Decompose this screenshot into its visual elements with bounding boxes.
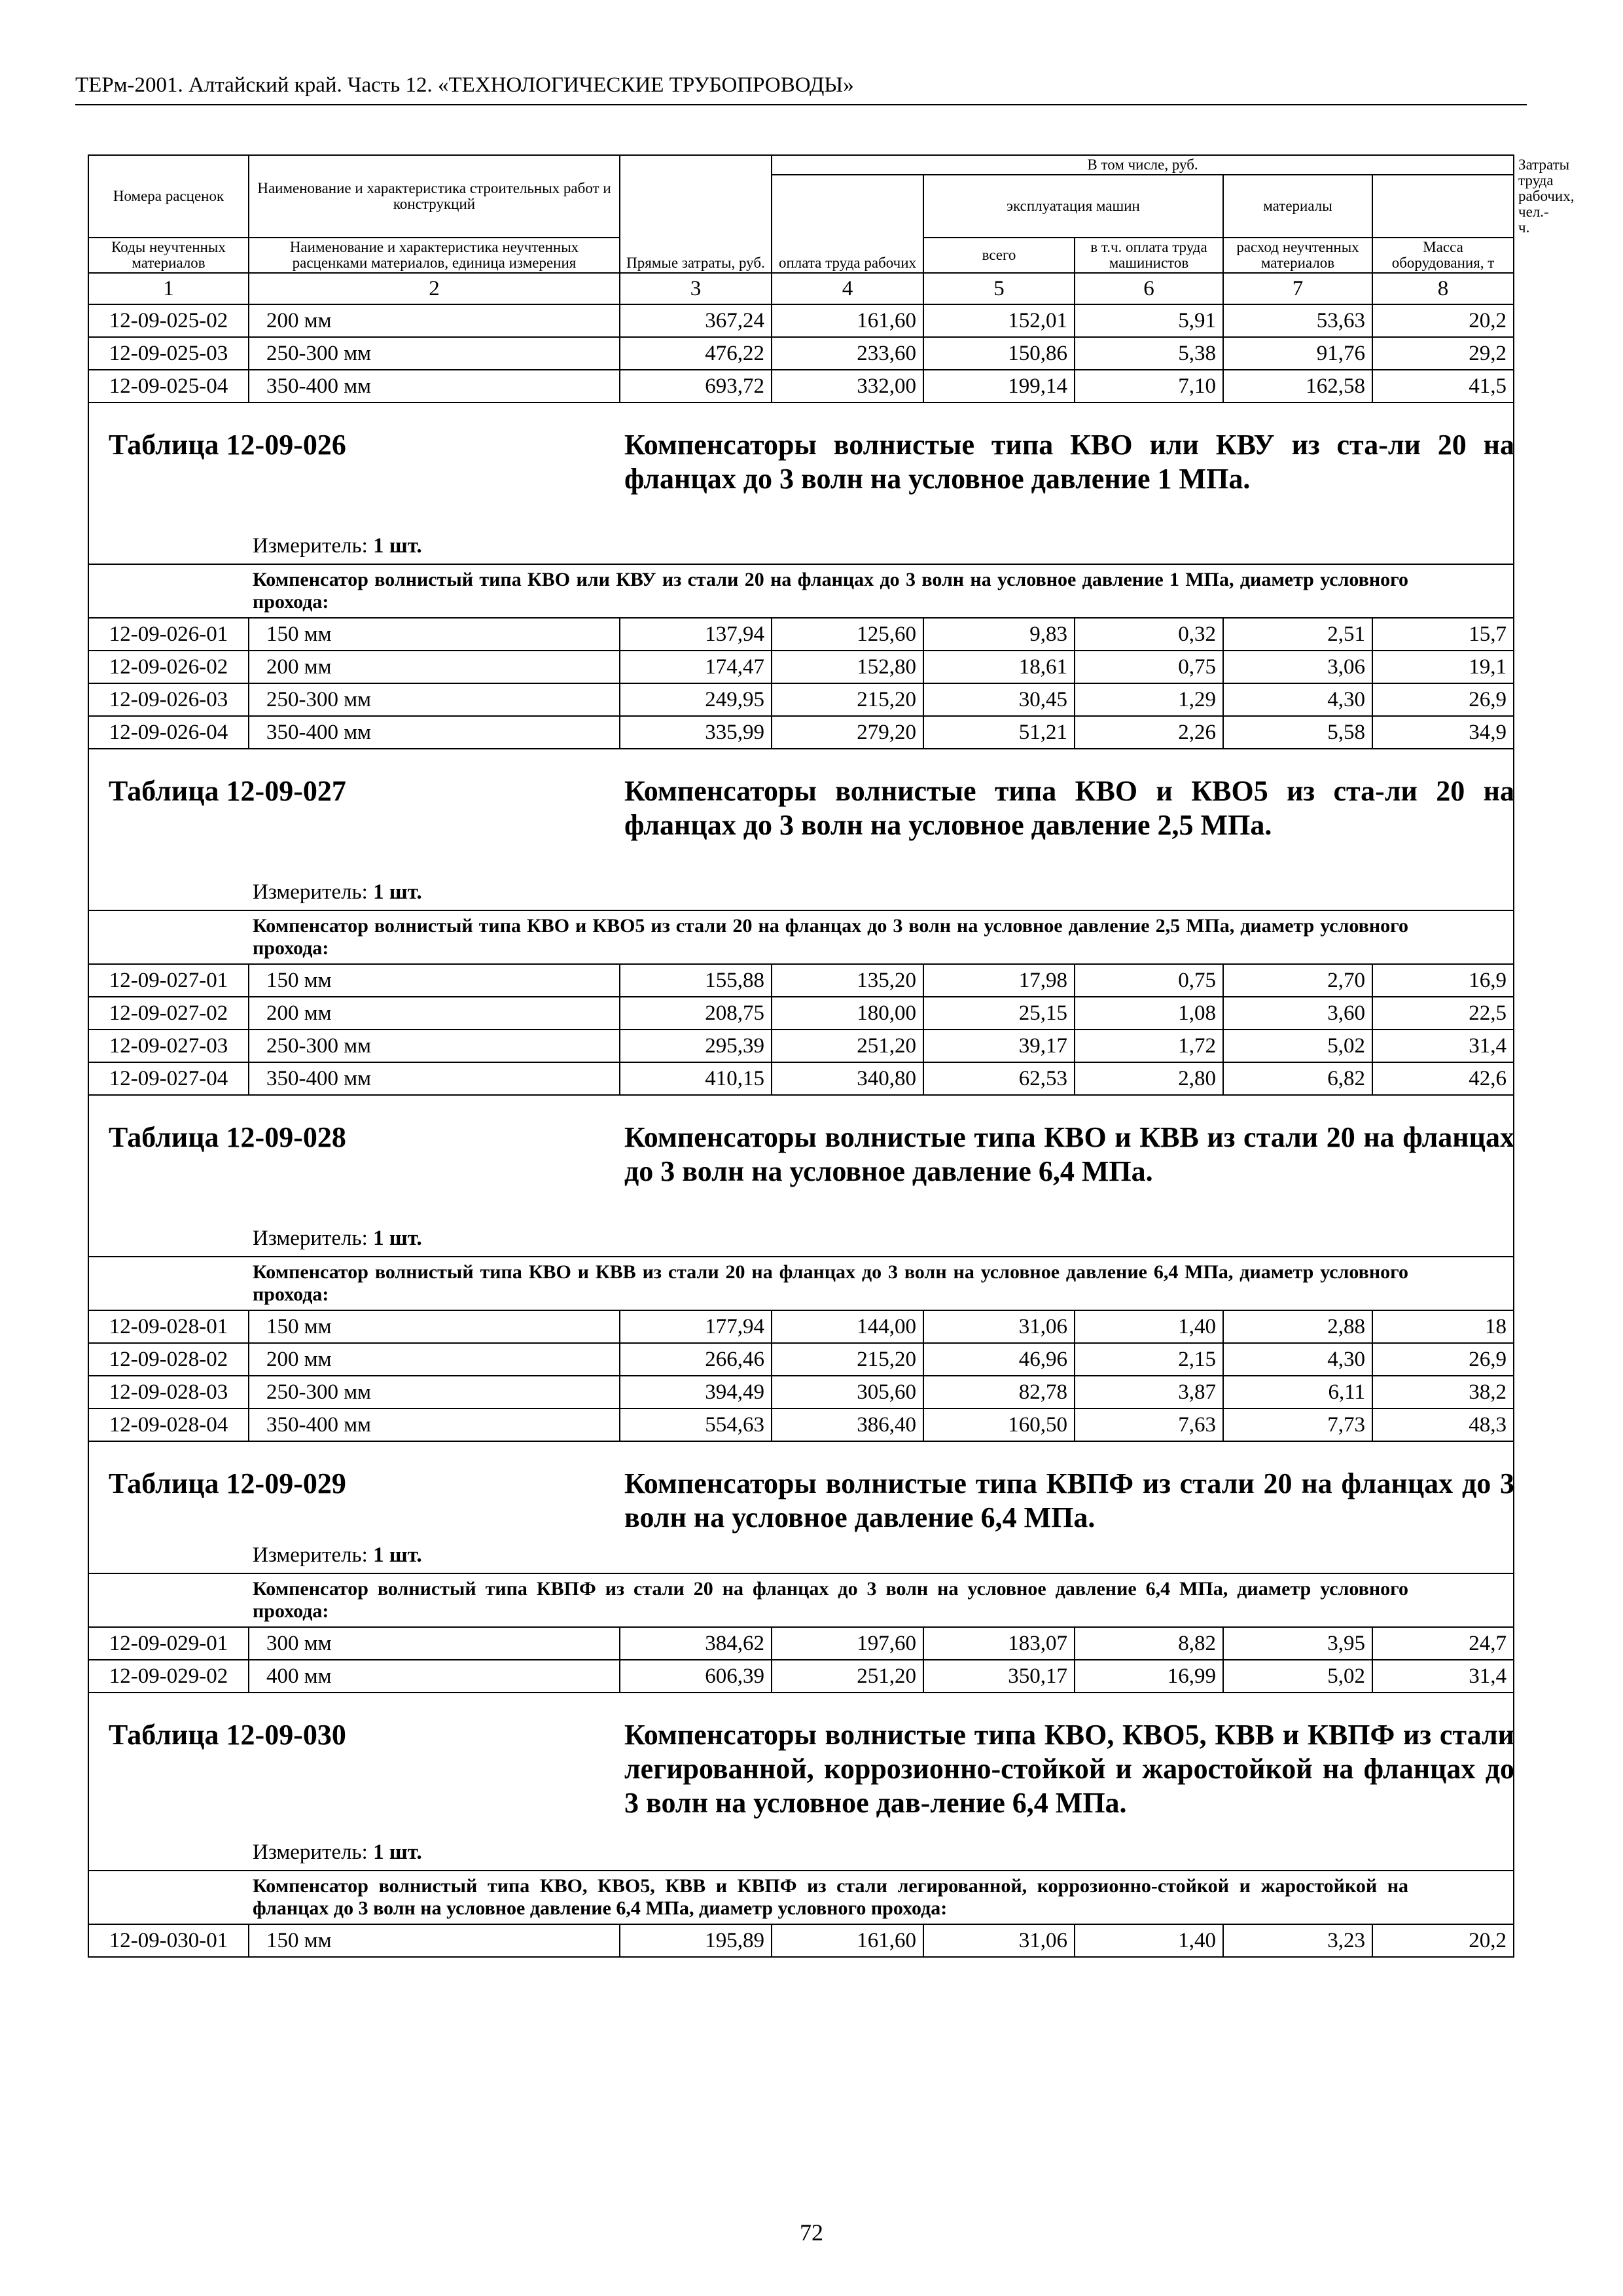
machines-total: 152,01 — [923, 304, 1075, 337]
labor-hours: 26,9 — [1372, 1343, 1514, 1376]
labor-hours: 18 — [1372, 1310, 1514, 1343]
section-caption — [88, 1095, 1514, 1257]
labor-hours: 31,4 — [1372, 1660, 1514, 1693]
table-row — [88, 716, 1514, 749]
machinist-pay: 8,82 — [1075, 1627, 1223, 1660]
rate-code: 12-09-027-01 — [88, 964, 249, 997]
section-subheading: Компенсатор волнистый типа КВПФ из стали 20 на фланцах до 3 волн на условное давление 6,4 МПа, диаметр условного прохода: — [88, 1573, 1514, 1627]
table-head-row: Номера расценок Наименование и характеристика строительных работ и конструкций Прямые затраты, руб. В том числе, руб. Затраты труда рабочих, чел.-ч. — [88, 155, 1514, 175]
section-caption — [88, 1441, 1514, 1573]
machines-total: 39,17 — [923, 1030, 1075, 1062]
rate-code: 12-09-030-01 — [88, 1924, 249, 1957]
head-including: В том числе, руб. — [772, 155, 1514, 175]
materials: 91,76 — [1223, 337, 1372, 370]
table-row — [88, 304, 1514, 337]
materials: 3,95 — [1223, 1627, 1372, 1660]
table-row — [88, 1924, 1514, 1957]
head-materials-group: материалы — [1223, 175, 1372, 238]
direct-cost: 367,24 — [620, 304, 772, 337]
rate-code: 12-09-028-03 — [88, 1376, 249, 1408]
labor-pay: 125,60 — [772, 618, 923, 651]
direct-cost: 335,99 — [620, 716, 772, 749]
machinist-pay: 2,80 — [1075, 1062, 1223, 1095]
work-name: 350-400 мм — [249, 716, 620, 749]
head-name2: Наименование и характеристика неучтенных расценками материалов, единица измерения — [249, 238, 620, 273]
labor-pay: 251,20 — [772, 1030, 923, 1062]
labor-pay: 332,00 — [772, 370, 923, 403]
labor-pay: 386,40 — [772, 1408, 923, 1441]
section-measure — [253, 1840, 422, 1865]
table-row — [88, 1310, 1514, 1343]
work-name: 250-300 мм — [249, 1030, 620, 1062]
direct-cost: 693,72 — [620, 370, 772, 403]
measure-label: Измеритель: — [253, 1227, 368, 1250]
rate-code: 12-09-025-04 — [88, 370, 249, 403]
direct-cost: 266,46 — [620, 1343, 772, 1376]
page-header: ТЕРм-2001. Алтайский край. Часть 12. «ТЕХНОЛОГИЧЕСКИЕ ТРУБОПРОВОДЫ» — [75, 73, 1527, 105]
table-row — [88, 1062, 1514, 1095]
head-materials: расход неучтенных материалов — [1223, 238, 1372, 273]
section-subheading: Компенсатор волнистый типа КВО или КВУ из стали 20 на фланцах до 3 волн на условное давление 1 МПа, диаметр условного прохода: — [88, 564, 1514, 618]
labor-pay: 215,20 — [772, 1343, 923, 1376]
table-row — [88, 964, 1514, 997]
direct-cost: 295,39 — [620, 1030, 772, 1062]
labor-hours: 20,2 — [1372, 1924, 1514, 1957]
labor-hours: 22,5 — [1372, 997, 1514, 1030]
section-table-id: Таблица 12-09-029 — [109, 1467, 346, 1499]
machinist-pay: 1,40 — [1075, 1924, 1223, 1957]
direct-cost: 195,89 — [620, 1924, 772, 1957]
page-number: 72 — [800, 2219, 823, 2246]
work-name: 200 мм — [249, 651, 620, 683]
labor-pay: 233,60 — [772, 337, 923, 370]
machines-total: 82,78 — [923, 1376, 1075, 1408]
head-mass: Масса оборудования, т — [1372, 238, 1514, 273]
labor-pay: 340,80 — [772, 1062, 923, 1095]
labor-pay: 251,20 — [772, 1660, 923, 1693]
materials: 162,58 — [1223, 370, 1372, 403]
head-code2: Коды неучтенных материалов — [88, 238, 249, 273]
col-number: 1 — [88, 273, 249, 304]
labor-hours: 19,1 — [1372, 651, 1514, 683]
table-row — [88, 370, 1514, 403]
work-name: 250-300 мм — [249, 1376, 620, 1408]
rate-code: 12-09-027-03 — [88, 1030, 249, 1062]
measure-value: 1 шт. — [373, 1543, 422, 1567]
materials: 3,60 — [1223, 997, 1372, 1030]
measure-label: Измеритель: — [253, 880, 368, 904]
rate-code: 12-09-028-01 — [88, 1310, 249, 1343]
machinist-pay: 2,26 — [1075, 716, 1223, 749]
table-row — [88, 683, 1514, 716]
rate-code: 12-09-026-04 — [88, 716, 249, 749]
table-row — [88, 1343, 1514, 1376]
machinist-pay: 0,75 — [1075, 651, 1223, 683]
section-subheading: Компенсатор волнистый типа КВО и КВО5 из стали 20 на фланцах до 3 волн на условное давление 2,5 МПа, диаметр условного прохода: — [88, 910, 1514, 964]
materials: 2,51 — [1223, 618, 1372, 651]
head-name: Наименование и характеристика строительных работ и конструкций — [249, 155, 620, 238]
machines-total: 31,06 — [923, 1310, 1075, 1343]
section-caption — [88, 403, 1514, 564]
table-row — [88, 1627, 1514, 1660]
machinist-pay: 5,91 — [1075, 304, 1223, 337]
direct-cost: 208,75 — [620, 997, 772, 1030]
table-row — [88, 618, 1514, 651]
machines-total: 183,07 — [923, 1627, 1075, 1660]
rate-code: 12-09-029-02 — [88, 1660, 249, 1693]
work-name: 350-400 мм — [249, 1408, 620, 1441]
section-caption — [88, 749, 1514, 910]
section-header — [88, 1693, 1514, 1871]
section-subheading: Компенсатор волнистый типа КВО и КВВ из стали 20 на фланцах до 3 волн на условное давление 6,4 МПа, диаметр условного прохода: — [88, 1257, 1514, 1310]
section-header — [88, 1441, 1514, 1573]
table-row — [88, 651, 1514, 683]
work-name: 150 мм — [249, 618, 620, 651]
labor-pay: 135,20 — [772, 964, 923, 997]
measure-label: Измеритель: — [253, 1840, 368, 1864]
measure-label: Измеритель: — [253, 534, 368, 558]
section-table-id: Таблица 12-09-030 — [109, 1719, 346, 1751]
section-title: Компенсаторы волнистые типа КВО, КВО5, КВВ и КВПФ из стали легированной, коррозионно-стойкой и жаростойкой на фланцах до 3 волн на условное дав-ление 6,4 МПа. — [624, 1719, 1514, 1819]
labor-hours: 15,7 — [1372, 618, 1514, 651]
head-mach-pay: в т.ч. оплата труда машинистов — [1075, 238, 1223, 273]
rate-code: 12-09-025-03 — [88, 337, 249, 370]
machinist-pay: 7,63 — [1075, 1408, 1223, 1441]
labor-pay: 161,60 — [772, 1924, 923, 1957]
machinist-pay: 7,10 — [1075, 370, 1223, 403]
materials: 7,73 — [1223, 1408, 1372, 1441]
section-header — [88, 1095, 1514, 1257]
price-table — [88, 154, 1575, 1958]
section-table-id: Таблица 12-09-026 — [109, 429, 346, 461]
col-number: 8 — [1372, 273, 1514, 304]
direct-cost: 554,63 — [620, 1408, 772, 1441]
col-number: 5 — [923, 273, 1075, 304]
section-measure — [253, 1543, 422, 1568]
machines-total: 350,17 — [923, 1660, 1075, 1693]
labor-pay: 161,60 — [772, 304, 923, 337]
machines-total: 160,50 — [923, 1408, 1075, 1441]
labor-hours: 41,5 — [1372, 370, 1514, 403]
subheading-row — [88, 1573, 1514, 1627]
col-number: 6 — [1075, 273, 1223, 304]
col-number: 3 — [620, 273, 772, 304]
rate-code: 12-09-026-01 — [88, 618, 249, 651]
rate-code: 12-09-025-02 — [88, 304, 249, 337]
machinist-pay: 1,29 — [1075, 683, 1223, 716]
head-labor-pay: оплата труда рабочих — [772, 175, 923, 273]
labor-hours: 38,2 — [1372, 1376, 1514, 1408]
table-row — [88, 1030, 1514, 1062]
labor-pay: 152,80 — [772, 651, 923, 683]
materials: 6,11 — [1223, 1376, 1372, 1408]
machines-total: 51,21 — [923, 716, 1075, 749]
machines-total: 46,96 — [923, 1343, 1075, 1376]
labor-pay: 197,60 — [772, 1627, 923, 1660]
work-name: 150 мм — [249, 1924, 620, 1957]
work-name: 250-300 мм — [249, 337, 620, 370]
rate-code: 12-09-028-02 — [88, 1343, 249, 1376]
machinist-pay: 0,32 — [1075, 618, 1223, 651]
materials: 2,88 — [1223, 1310, 1372, 1343]
work-name: 150 мм — [249, 964, 620, 997]
measure-label: Измеритель: — [253, 1543, 368, 1567]
machinist-pay: 2,15 — [1075, 1343, 1223, 1376]
section-title: Компенсаторы волнистые типа КВО или КВУ из ста-ли 20 на фланцах до 3 волн на условное давление 1 МПа. — [624, 429, 1514, 495]
table-row — [88, 337, 1514, 370]
work-name: 200 мм — [249, 304, 620, 337]
machinist-pay: 5,38 — [1075, 337, 1223, 370]
labor-hours: 20,2 — [1372, 304, 1514, 337]
materials: 3,06 — [1223, 651, 1372, 683]
table-row — [88, 1408, 1514, 1441]
col-number: 7 — [1223, 273, 1372, 304]
section-measure — [253, 534, 422, 558]
machinist-pay: 16,99 — [1075, 1660, 1223, 1693]
direct-cost: 177,94 — [620, 1310, 772, 1343]
materials: 4,30 — [1223, 683, 1372, 716]
table-row — [88, 1376, 1514, 1408]
section-header — [88, 403, 1514, 564]
section-caption — [88, 1693, 1514, 1871]
measure-value: 1 шт. — [373, 1227, 422, 1250]
machines-total: 25,15 — [923, 997, 1075, 1030]
labor-hours: 16,9 — [1372, 964, 1514, 997]
head-mach-total: всего — [923, 238, 1075, 273]
machines-total: 150,86 — [923, 337, 1075, 370]
col-number: 4 — [772, 273, 923, 304]
materials: 6,82 — [1223, 1062, 1372, 1095]
labor-hours: 48,3 — [1372, 1408, 1514, 1441]
work-name: 350-400 мм — [249, 1062, 620, 1095]
labor-pay: 215,20 — [772, 683, 923, 716]
direct-cost: 155,88 — [620, 964, 772, 997]
rate-code: 12-09-029-01 — [88, 1627, 249, 1660]
direct-cost: 249,95 — [620, 683, 772, 716]
machines-total: 9,83 — [923, 618, 1075, 651]
labor-pay: 305,60 — [772, 1376, 923, 1408]
section-table-id: Таблица 12-09-027 — [109, 775, 346, 807]
machinist-pay: 1,40 — [1075, 1310, 1223, 1343]
section-measure — [253, 880, 422, 905]
rate-code: 12-09-027-02 — [88, 997, 249, 1030]
rate-code: 12-09-026-03 — [88, 683, 249, 716]
measure-value: 1 шт. — [373, 534, 422, 558]
subheading-row — [88, 564, 1514, 618]
rate-code: 12-09-028-04 — [88, 1408, 249, 1441]
machinist-pay: 3,87 — [1075, 1376, 1223, 1408]
materials: 4,30 — [1223, 1343, 1372, 1376]
labor-hours: 42,6 — [1372, 1062, 1514, 1095]
materials: 5,58 — [1223, 716, 1372, 749]
work-name: 300 мм — [249, 1627, 620, 1660]
machines-total: 30,45 — [923, 683, 1075, 716]
direct-cost: 384,62 — [620, 1627, 772, 1660]
direct-cost: 137,94 — [620, 618, 772, 651]
rate-code: 12-09-027-04 — [88, 1062, 249, 1095]
direct-cost: 394,49 — [620, 1376, 772, 1408]
table-row — [88, 1660, 1514, 1693]
machines-total: 199,14 — [923, 370, 1075, 403]
labor-pay: 144,00 — [772, 1310, 923, 1343]
section-measure — [253, 1227, 422, 1251]
work-name: 200 мм — [249, 997, 620, 1030]
machines-total: 62,53 — [923, 1062, 1075, 1095]
machines-total: 18,61 — [923, 651, 1075, 683]
work-name: 150 мм — [249, 1310, 620, 1343]
machines-total: 31,06 — [923, 1924, 1075, 1957]
machinist-pay: 0,75 — [1075, 964, 1223, 997]
materials: 5,02 — [1223, 1660, 1372, 1693]
labor-hours: 24,7 — [1372, 1627, 1514, 1660]
section-subheading: Компенсатор волнистый типа КВО, КВО5, КВВ и КВПФ из стали легированной, коррозионно-стойкой и жаростойкой на фланцах до 3 волн на условное давление 6,4 МПа, диаметр условного прохода: — [88, 1871, 1514, 1924]
measure-value: 1 шт. — [373, 880, 422, 904]
section-title: Компенсаторы волнистые типа КВО и КВВ из стали 20 на фланцах до 3 волн на условное давление 6,4 МПа. — [624, 1121, 1514, 1187]
work-name: 350-400 мм — [249, 370, 620, 403]
subheading-row — [88, 1871, 1514, 1924]
section-table-id: Таблица 12-09-028 — [109, 1121, 346, 1153]
labor-hours: 29,2 — [1372, 337, 1514, 370]
materials: 53,63 — [1223, 304, 1372, 337]
section-title: Компенсаторы волнистые типа КВО и КВО5 из ста-ли 20 на фланцах до 3 волн на условное давление 2,5 МПа. — [624, 775, 1514, 841]
subheading-row — [88, 1257, 1514, 1310]
direct-cost: 174,47 — [620, 651, 772, 683]
col-number: 2 — [249, 273, 620, 304]
work-name: 250-300 мм — [249, 683, 620, 716]
head-direct: Прямые затраты, руб. — [620, 155, 772, 273]
labor-hours: 31,4 — [1372, 1030, 1514, 1062]
machines-total: 17,98 — [923, 964, 1075, 997]
materials: 2,70 — [1223, 964, 1372, 997]
subheading-row — [88, 910, 1514, 964]
materials: 5,02 — [1223, 1030, 1372, 1062]
work-name: 200 мм — [249, 1343, 620, 1376]
machinist-pay: 1,08 — [1075, 997, 1223, 1030]
section-title: Компенсаторы волнистые типа КВПФ из стали 20 на фланцах до 3 волн на условное давление 6,4 МПа. — [624, 1467, 1514, 1534]
head-machines: эксплуатация машин — [923, 175, 1223, 238]
labor-pay: 180,00 — [772, 997, 923, 1030]
work-name: 400 мм — [249, 1660, 620, 1693]
direct-cost: 476,22 — [620, 337, 772, 370]
direct-cost: 606,39 — [620, 1660, 772, 1693]
labor-pay: 279,20 — [772, 716, 923, 749]
labor-hours: 34,9 — [1372, 716, 1514, 749]
labor-hours: 26,9 — [1372, 683, 1514, 716]
direct-cost: 410,15 — [620, 1062, 772, 1095]
measure-value: 1 шт. — [373, 1840, 422, 1864]
machinist-pay: 1,72 — [1075, 1030, 1223, 1062]
column-number-row — [88, 273, 1514, 304]
head-code: Номера расценок — [88, 155, 249, 238]
rate-code: 12-09-026-02 — [88, 651, 249, 683]
table-row — [88, 997, 1514, 1030]
section-header — [88, 749, 1514, 910]
materials: 3,23 — [1223, 1924, 1372, 1957]
